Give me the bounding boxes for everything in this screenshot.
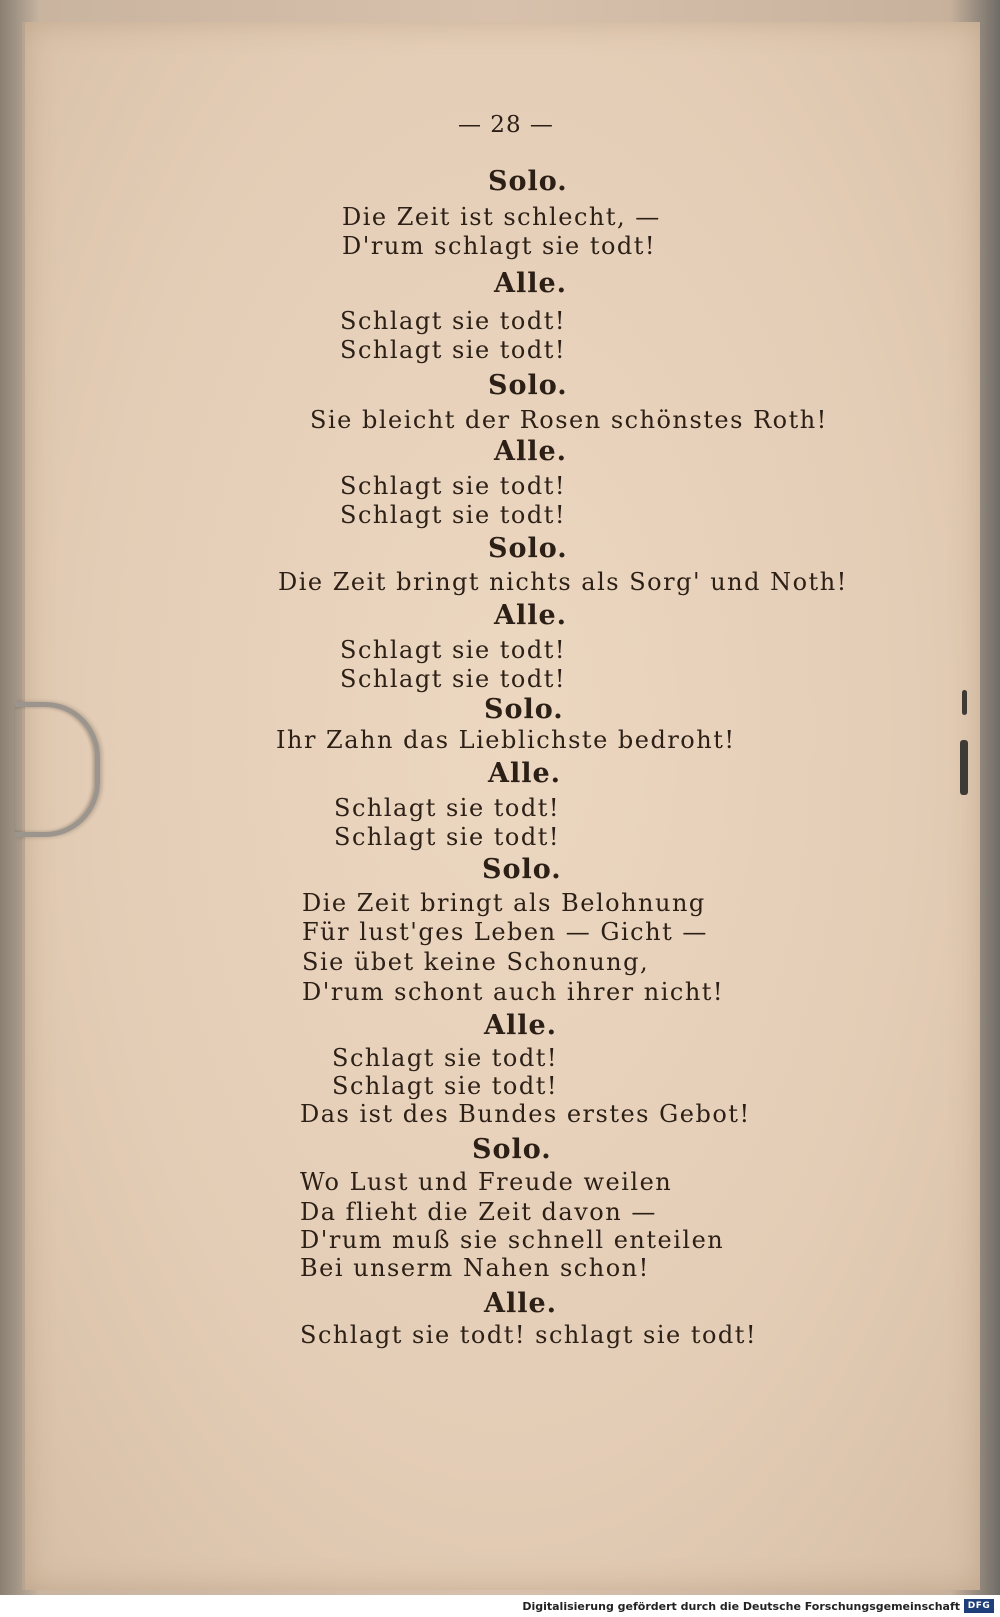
speaker-heading: Alle. <box>494 268 568 299</box>
verse-line: Die Zeit bringt als Belohnung <box>302 889 706 917</box>
verse-line: Schlagt sie todt! <box>332 1044 559 1072</box>
verse-line: Schlagt sie todt! <box>334 794 561 822</box>
verse-line: Da flieht die Zeit davon — <box>300 1198 657 1226</box>
verse-line: D'rum muß sie schnell enteilen <box>300 1226 725 1254</box>
speaker-heading: Solo. <box>488 166 568 197</box>
verse-line: Die Zeit ist schlecht, — <box>342 203 661 231</box>
speaker-heading: Alle. <box>494 436 568 467</box>
verse-line: Für lust'ges Leben — Gicht — <box>302 918 708 946</box>
verse-line: D'rum schont auch ihrer nicht! <box>302 978 725 1006</box>
verse-line: Sie übet keine Schonung, <box>302 948 650 976</box>
verse-line: Sie bleicht der Rosen schönstes Roth! <box>310 406 828 434</box>
footer-bar <box>0 1595 1000 1617</box>
verse-line: Schlagt sie todt! schlagt sie todt! <box>300 1321 758 1349</box>
speaker-heading: Alle. <box>494 600 568 631</box>
verse-line: Schlagt sie todt! <box>340 472 567 500</box>
verse-line: Schlagt sie todt! <box>340 307 567 335</box>
speaker-heading: Solo. <box>472 1134 552 1165</box>
speaker-heading: Alle. <box>484 1288 558 1319</box>
verse-line: Das ist des Bundes erstes Gebot! <box>300 1100 751 1128</box>
verse-line: Schlagt sie todt! <box>340 665 567 693</box>
verse-line: Ihr Zahn das Lieblichste bedroht! <box>276 726 736 754</box>
verse-line: Bei unserm Nahen schon! <box>300 1254 650 1282</box>
page-number: — 28 — <box>458 112 554 138</box>
speaker-heading: Alle. <box>484 1010 558 1041</box>
verse-line: Schlagt sie todt! <box>340 636 567 664</box>
speaker-heading: Solo. <box>488 370 568 401</box>
speaker-heading: Alle. <box>488 758 562 789</box>
speaker-heading: Solo. <box>488 533 568 564</box>
verse-line: Die Zeit bringt nichts als Sorg' und Noth! <box>278 568 848 596</box>
verse-line: Wo Lust und Freude weilen <box>300 1168 673 1196</box>
speaker-heading: Solo. <box>482 854 562 885</box>
verse-line: Schlagt sie todt! <box>334 823 561 851</box>
verse-line: Schlagt sie todt! <box>332 1072 559 1100</box>
speaker-heading: Solo. <box>484 694 564 725</box>
footer-credit: Digitalisierung gefördert durch die Deutsche Forschungsgemeinschaft <box>522 1600 960 1613</box>
verse-line: Schlagt sie todt! <box>340 501 567 529</box>
verse-line: D'rum schlagt sie todt! <box>342 232 657 260</box>
verse-line: Schlagt sie todt! <box>340 336 567 364</box>
dfg-logo: DFG <box>964 1599 994 1613</box>
